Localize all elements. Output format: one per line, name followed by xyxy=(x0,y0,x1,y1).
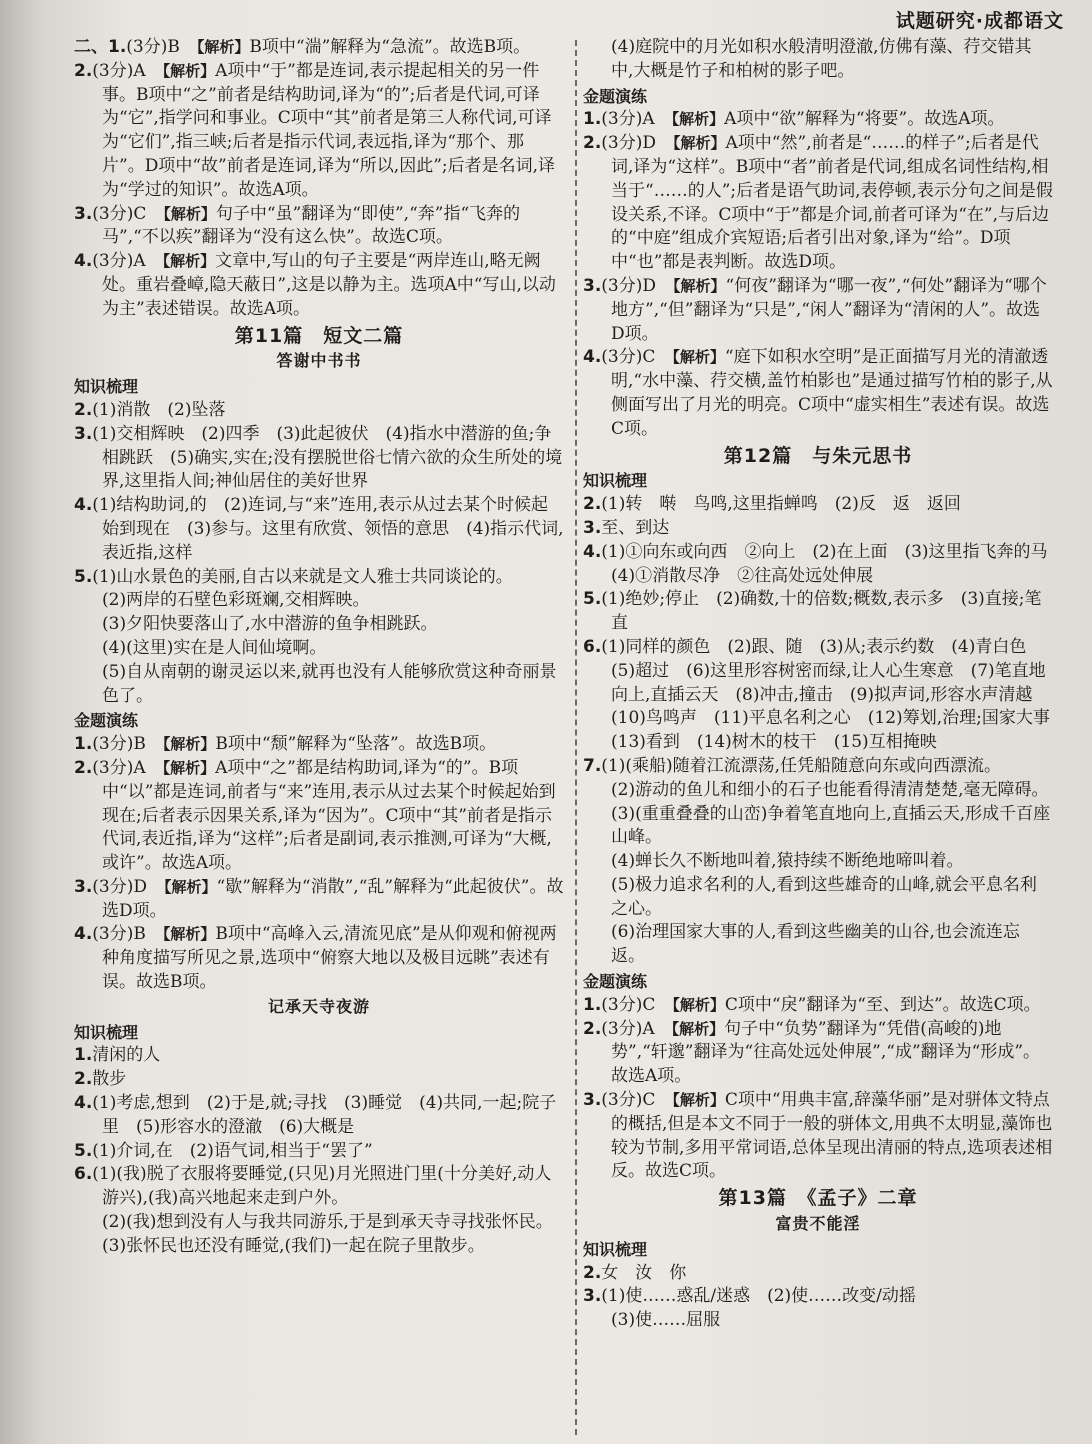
right-column xyxy=(583,36,1067,1333)
chapter-title: 第13篇 《孟子》二章 xyxy=(718,1187,918,1210)
text-title: 富贵不能淫 xyxy=(775,1214,861,1234)
section-label: 知识梳理 xyxy=(74,1022,139,1042)
answer-item: 2.(3分)A 【解析】A项中“之”都是结构助词,译为“的”。B项中“以”都是连词,前者与“来”连用,表示从过去某个时候起始到现在;后者表示因果关系,译为“因为”。C项中“其”前者是指示代词,表近指,译为“这样”;后者是副词,表示推测,可译为“大概,或许”。故选A项。 xyxy=(74,757,556,874)
answer-item: 2.散步 xyxy=(74,1069,127,1090)
column-divider xyxy=(575,40,577,1435)
answer-item: 2.(3分)A 【解析】句子中“负势”翻译为“凭借(高峻的)地势”,“轩邈”翻译为“往高处远处伸展”,“成”翻译为“形成”。故选A项。 xyxy=(583,1018,1041,1087)
answer-item: 3.(1)使……惑乱/迷惑 (2)使……改变/动摇 xyxy=(583,1286,916,1307)
translation-line: (3)(重重叠叠的山峦)争着笔直地向上,直插云天,形成千百座山峰。 xyxy=(611,803,1051,848)
text-title: 记承天寺夜游 xyxy=(267,996,370,1016)
section-label: 知识梳理 xyxy=(583,1239,648,1259)
section-label: 金题演练 xyxy=(583,86,648,106)
answer-item: 4.(1)结构助词,的 (2)连词,与“来”连用,表示从过去某个时候起始到现在 (3)参与。这里有欣赏、领悟的意思 (4)指示代词,表近指,这样 xyxy=(74,495,564,563)
answer-item: 4.(1)①向东或向西 ②向上 (2)在上面 (3)这里指飞奔的马 (4)①消散尽净 ②往高处远处伸展 xyxy=(583,541,1065,586)
answer-item: 3.(3分)C 【解析】句子中“虽”翻译为“即使”,“奔”指“飞奔的马”,“不以疾”翻译为“没有这么快”。故选C项。 xyxy=(74,203,521,248)
translation-line: (3)夕阳快要落山了,水中潜游的鱼争相跳跃。 xyxy=(102,614,438,635)
translation-line: (4)庭院中的月光如积水般清明澄澈,仿佛有藻、荇交错其中,大概是竹子和柏树的影子吧。 xyxy=(611,37,1032,81)
section-label: 知识梳理 xyxy=(583,471,648,491)
chapter-title: 第11篇 短文二篇 xyxy=(234,324,404,347)
translation-line: (2)(我)想到没有人与我共同游乐,于是到承天寺寻找张怀民。 xyxy=(102,1212,553,1233)
section-label: 金题演练 xyxy=(583,972,648,992)
translation-line: (6)治理国家大事的人,看到这些幽美的山谷,也会流连忘返。 xyxy=(611,922,1020,967)
translation-line: (5)极力追求名利的人,看到这些雄奇的山峰,就会平息名利之心。 xyxy=(611,874,1037,919)
left-column xyxy=(74,36,564,1259)
translation-line: (4)(这里)实在是人间仙境啊。 xyxy=(102,637,327,658)
translation-line: (2)游动的鱼儿和细小的石子也能看得清清楚楚,毫无障碍。 xyxy=(611,779,1049,800)
text-title: 答谢中书书 xyxy=(276,351,362,371)
answer-item: 2.(3分)D 【解析】A项中“然”,前者是“……的样子”;后者是代词,译为“这样”。B项中“者”前者是代词,组成名词性结构,相当于“……的人”;后者是语气助词,表停顿,表示分句之间是假设关系,不译。C项中“于”都是介词,前者可译为“在”,与后边的“中庭”组成介宾短语;后者引出对象,译为“给”。D项中“也”都是表判断。故选D项。 xyxy=(583,133,1053,273)
chapter-title: 第12篇 与朱元思书 xyxy=(723,444,913,467)
answer-item: 2.女 汝 你 xyxy=(583,1262,687,1283)
answer-item: 2.(3分)A 【解析】A项中“于”都是连词,表示提起相关的另一件事。B项中“之”前者是结构助词,译为“的”;后者是代词,可译为“它”,指学问和事业。C项中“其”前者是第三人称代词,可译为“它们”,指三峡;后者是指示代词,表远指,译为“那个、那片”。D项中“故”前者是连词,译为“所以,因此”;后者是名词,译为“学过的知识”。故选A项。 xyxy=(74,60,556,200)
answer-item: 4.(3分)C 【解析】“庭下如积水空明”是正面描写月光的清澈透明,“水中藻、荇交横,盖竹柏影也”是通过描写竹柏的影子,从侧面写出了月光的明亮。C项中“虚实相生”表述有误。故选C项。 xyxy=(583,347,1053,439)
answer-item: 3.(3分)D 【解析】“歇”解释为“消散”,“乱”解释为“此起彼伏”。故选D项。 xyxy=(74,876,564,921)
answer-item: 5.(1)介词,在 (2)语气词,相当于“罢了” xyxy=(74,1140,373,1161)
answer-item: 1.(3分)B 【解析】B项中“颓”解释为“坠落”。故选B项。 xyxy=(74,734,497,755)
answer-item: 5.(1)绝妙;停止 (2)确数,十的倍数;概数,表示多 (3)直接;笔直 xyxy=(583,589,1042,634)
answer-item: 二、1.(3分)B 【解析】B项中“湍”解释为“急流”。故选B项。 xyxy=(74,37,531,57)
translation-line: (2)两岸的石壁色彩斑斓,交相辉映。 xyxy=(102,590,370,611)
answer-item: 1.(3分)A 【解析】A项中“欲”解释为“将要”。故选A项。 xyxy=(583,109,1005,130)
answer-item: 1.清闲的人 xyxy=(74,1045,161,1066)
answer-item: 3.至、到达 xyxy=(583,517,670,538)
section-label: 知识梳理 xyxy=(74,377,139,397)
answer-item: 2.(1)转 啭 鸟鸣,这里指蝉鸣 (2)反 返 返回 xyxy=(583,494,961,515)
answer-item: 6.(1)同样的颜色 (2)跟、随 (3)从;表示约数 (4)青白色 (5)超过 (6)这里形容树密而绿,让人心生寒意 (7)笔直地向上,直插云天 (8)冲击,撞击 (9)拟声词,形容水声清越 (10)鸟鸣声 (11)平息名利之心 (12)筹划,治理;国家大事 (13)看到 (14)树木的枝干 (15)互相掩映 xyxy=(583,636,1067,753)
answer-item: 4.(3分)A 【解析】文章中,写山的句子主要是“两岸连山,略无阙处。重岩叠嶂,隐天蔽日”,这是以静为主。选项A中“写山,以动为主”表述错误。故选A项。 xyxy=(74,251,556,319)
translation-line: (3)使……屈服 xyxy=(611,1310,721,1331)
answer-item: 7.(1)(乘船)随着江流漂荡,任凭船随意向东或向西漂流。 xyxy=(583,755,1002,776)
section-label: 金题演练 xyxy=(74,711,139,731)
answer-item: 4.(3分)B 【解析】B项中“高峰入云,清流见底”是从仰观和俯视两种角度描写所见之景,选项中“俯察大地以及极目远眺”表述有误。故选B项。 xyxy=(74,924,557,993)
translation-line: (4)蝉长久不断地叫着,猿持续不断绝地啼叫着。 xyxy=(611,851,964,872)
answer-item: 2.(1)消散 (2)坠落 xyxy=(74,399,226,420)
translation-line: (5)自从南朝的谢灵运以来,就再也没有人能够欣赏这种奇丽景色了。 xyxy=(102,661,557,706)
translation-line: (3)张怀民也还没有睡觉,(我们)一起在院子里散步。 xyxy=(102,1235,485,1256)
answer-item: 3.(3分)D 【解析】“何夜”翻译为“哪一夜”,“何处”翻译为“哪个地方”,“但”翻译为“只是”,“闲人”翻译为“清闲的人”。故选D项。 xyxy=(583,275,1047,344)
answer-item: 6.(1)(我)脱了衣服将要睡觉,(只见)月光照进门里(十分美好,动人游兴),(我)高兴地起来走到户外。 xyxy=(74,1164,552,1209)
answer-item: 3.(3分)C 【解析】C项中“用典丰富,辞藻华丽”是对骈体文特点的概括,但是本文不同于一般的骈体文,用典不太明显,藻饰也较为节制,多用平常词语,总体呈现出清丽的特点,选项表述相反。故选C项。 xyxy=(583,1090,1053,1182)
answer-item: 3.(1)交相辉映 (2)四季 (3)此起彼伏 (4)指水中潜游的鱼;争相跳跃 (5)确实,实在;没有摆脱世俗七情六欲的众生所处的境界,这里指人间;神仙居住的美好世界 xyxy=(74,423,563,492)
running-header: 试题研究·成都语文 xyxy=(895,10,1064,32)
answer-item: 1.(3分)C 【解析】C项中“戾”翻译为“至、到达”。故选C项。 xyxy=(583,994,1041,1015)
answer-item: 4.(1)考虑,想到 (2)于是,就;寻找 (3)睡觉 (4)共同,一起;院子里 (5)形容水的澄澈 (6)大概是 xyxy=(74,1093,557,1137)
answer-item: 5.(1)山水景色的美丽,自古以来就是文人雅士共同谈论的。 xyxy=(74,566,513,587)
